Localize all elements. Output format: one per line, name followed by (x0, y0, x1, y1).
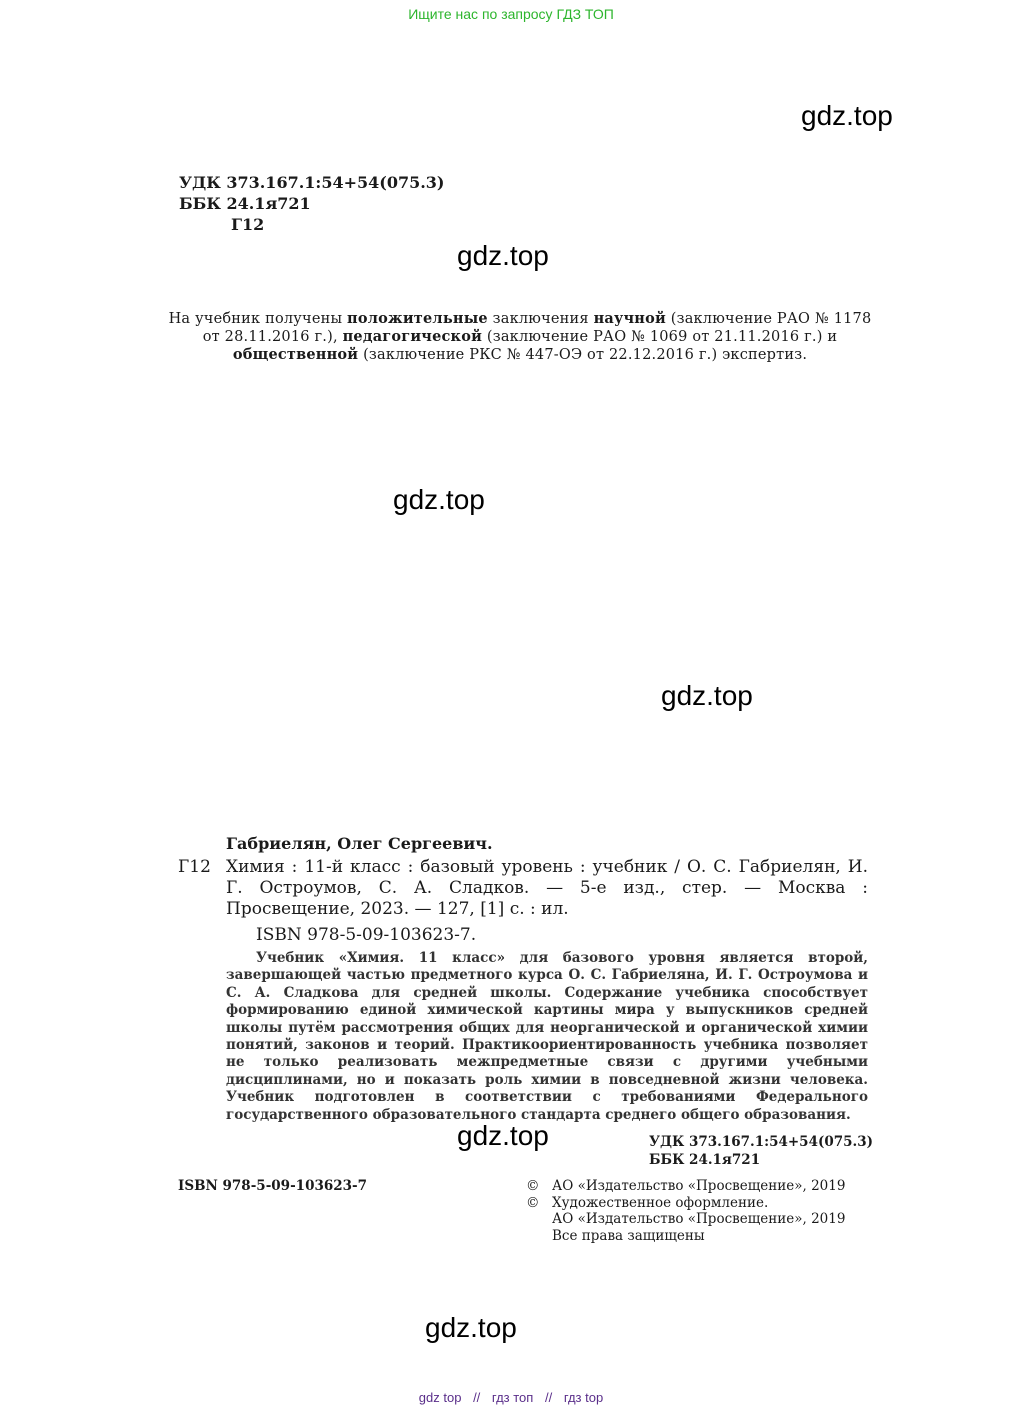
emphasis: общественной (232, 346, 359, 363)
copyright-line: © Художественное оформление. (526, 1194, 769, 1211)
approval-notice: На учебник получены положительные заключения научной (заключение РАО № 1178 от 28.11.2016 г.), педагогической (заключение РАО № 1069 от 21.11.2016 г.) и общественной (заключение РКС № 447-ОЭ от 22.12.2016 г.) экспертиз. (168, 310, 872, 363)
emphasis: положительные (347, 310, 488, 327)
footer-separator: // (544, 1390, 553, 1405)
copyright-block (526, 1178, 845, 1244)
copyright-line: © АО «Издательство «Просвещение», 2019 (526, 1178, 846, 1194)
bottom-classification (649, 1133, 873, 1169)
top-banner-link[interactable]: Ищите нас по запросу ГДЗ ТОП (408, 6, 614, 22)
watermark: gdz.top (457, 1120, 549, 1151)
emphasis: педагогической (342, 328, 483, 345)
watermark: gdz.top (425, 1312, 517, 1343)
author-mark: Г12 (178, 857, 211, 877)
copyright-icon: © (526, 1194, 540, 1211)
isbn-bottom: ISBN 978-5-09-103623-7 (178, 1178, 368, 1194)
watermark: gdz.top (661, 680, 753, 711)
classification-block (179, 172, 445, 235)
watermark: gdz.top (457, 240, 549, 271)
bbk-code: ББК 24.1я721 (179, 194, 311, 213)
author-mark: Г12 (231, 215, 265, 234)
footer-links (0, 1390, 1022, 1405)
footer-link[interactable]: gdz top (418, 1390, 462, 1405)
watermark: gdz.top (801, 100, 893, 131)
author-heading: Габриелян, Олег Сергеевич. (226, 834, 493, 853)
watermark: gdz.top (393, 484, 485, 515)
copyright-line: АО «Издательство «Просвещение», 2019 (552, 1211, 846, 1227)
bibliographic-description: Химия : 11-й класс : базовый уровень : учебник / О. С. Габриелян, И. Г. Остроумов, С. А. Сладков. — 5-е изд., стер. — Москва : Просвещение, 2023. — 127, [1] с. : ил. (226, 857, 868, 919)
emphasis: научной (593, 310, 666, 327)
bbk-code: ББК 24.1я721 (649, 1152, 761, 1168)
isbn: ISBN 978-5-09-103623-7. (256, 925, 477, 945)
udk-code: УДК 373.167.1:54+54(075.3) (179, 173, 445, 192)
footer-link[interactable]: гдз топ (491, 1390, 534, 1405)
udk-code: УДК 373.167.1:54+54(075.3) (649, 1134, 874, 1150)
footer-link[interactable]: гдз top (563, 1390, 604, 1405)
copyright-line: Все права защищены (552, 1227, 705, 1244)
copyright-icon: © (526, 1178, 540, 1194)
footer-separator: // (473, 1390, 481, 1405)
annotation: Учебник «Химия. 11 класс» для базового уровня является второй, завершающей частью предметного курса О. С. Габриеляна, И. Г. Остроумова и С. А. Сладкова для средней школы. Содержание учебника способствует формированию единой химической картины мира у выпускников средней школы путём рассмотрения общих для неорганической и органической химии понятий, законов и теорий. Практикоориентированность учебника позволяет не только реализовать межпредметные связи с другими учебными дисциплинами, но и показать роль химии в повседневной жизни человека. Учебник подготовлен в соответствии с требованиями Федерального государственного образовательного стандарта среднего общего образования. (226, 950, 868, 1123)
